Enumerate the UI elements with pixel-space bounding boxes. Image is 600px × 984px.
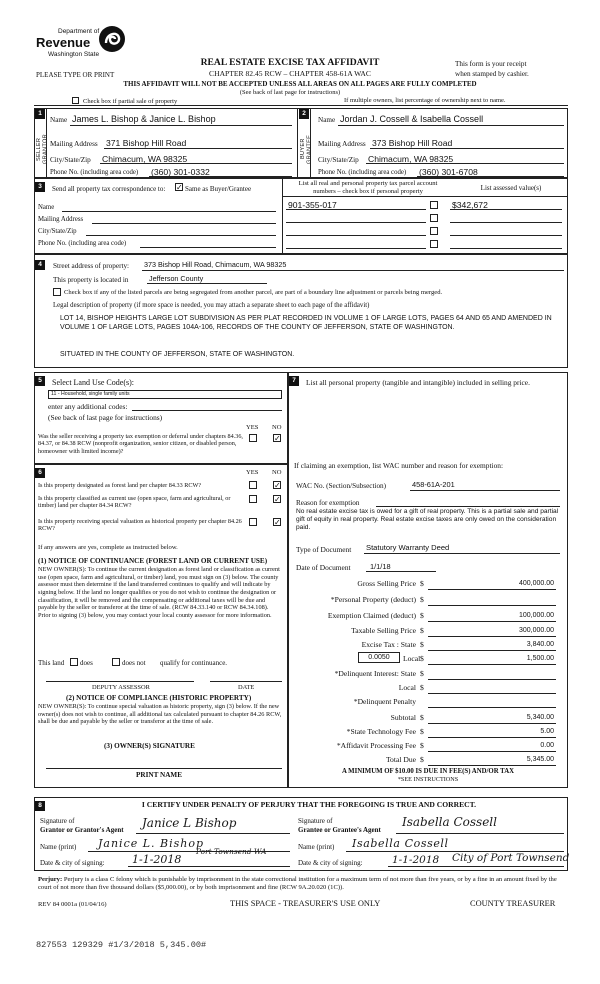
gross-currency: $ — [420, 579, 424, 588]
seller-name-label: Name — [50, 116, 68, 124]
buyer-name[interactable]: Jordan J. Cossell & Isabella Cossell — [340, 114, 484, 124]
receipt-note-2: when stamped by cashier. — [455, 70, 529, 78]
personal-property-checkbox-2[interactable] — [430, 214, 438, 222]
affidavit-fee-rule — [428, 751, 556, 752]
no-header-6: NO — [272, 469, 282, 476]
state-tax-value[interactable]: 3,840.00 — [526, 641, 554, 648]
exemption-claimed-label: Exemption Claimed (deduct) — [327, 611, 416, 620]
grantee-date-rule — [388, 866, 564, 867]
taxable-label: Taxable Selling Price — [351, 626, 416, 635]
total-due-value[interactable]: 5,345.00 — [526, 756, 554, 763]
additional-codes-label: enter any additional codes: — [48, 402, 128, 411]
forest-no-checkbox[interactable]: ✓ — [274, 481, 281, 490]
buyer-name-label: Name — [318, 116, 336, 124]
corr-header-rule — [282, 196, 568, 197]
partial-sale-checkbox[interactable] — [72, 97, 79, 104]
personal-property-label: List all personal property (tangible and intangible) included in selling price. — [306, 378, 530, 387]
grantee-date[interactable]: 1-1-2018 — [392, 854, 440, 866]
special-yes-checkbox[interactable] — [249, 518, 257, 526]
see-instructions-note: *SEE INSTRUCTIONS — [397, 776, 459, 783]
exemption-claim-label: If claiming an exemption, list WAC number and reason for exemption: — [294, 461, 504, 470]
buyer-city-rule — [366, 163, 564, 164]
tech-fee-value[interactable]: 5.00 — [540, 728, 554, 735]
local-rate: 0.0050 — [368, 654, 390, 661]
grantor-name-label: Name (print) — [40, 843, 77, 851]
print-name-label: PRINT NAME — [136, 771, 182, 779]
affidavit-fee-value[interactable]: 0.00 — [540, 742, 554, 749]
grantor-signature[interactable]: Janice L Bishop — [142, 816, 237, 830]
deputy-date-label: DATE — [238, 684, 255, 691]
legal-description-2[interactable]: SITUATED IN THE COUNTY OF JEFFERSON, STATE OF WASHINGTON. — [60, 351, 295, 358]
delinquent-penalty-label: *Delinquent Penalty — [353, 697, 416, 706]
corr-city-rule — [86, 235, 276, 236]
seller-city[interactable]: Chimacum, WA 98325 — [102, 154, 188, 164]
personal-property-checkbox-1[interactable] — [430, 201, 438, 209]
assessed-value[interactable]: $342,672 — [452, 200, 488, 210]
doc-date-label: Date of Document — [296, 563, 351, 572]
section-3-badge: 3 — [35, 182, 45, 192]
form-revision: REV 84 0001a (01/04/16) — [38, 901, 107, 908]
no-header-5: NO — [272, 424, 282, 431]
affidavit-fee-label: *Affidavit Processing Fee — [336, 741, 416, 750]
doc-date-rule — [366, 571, 436, 572]
forest-yes-checkbox[interactable] — [249, 481, 257, 489]
county-treasurer: COUNTY TREASURER — [470, 899, 556, 908]
seller-city-rule — [100, 163, 292, 164]
parcel-header-1: List all real and personal property tax parcel account — [298, 180, 438, 187]
yes-header-5: YES — [246, 424, 259, 431]
notice-continuance-title: (1) NOTICE OF CONTINUANCE (FOREST LAND OR CURRENT USE) — [38, 557, 268, 565]
section-5-badge: 5 — [35, 376, 45, 386]
perjury-label: Perjury: — [38, 876, 63, 883]
seller-name[interactable]: James L. Bishop & Janice L. Bishop — [72, 114, 216, 124]
local-label: Local — [403, 654, 421, 663]
personal-label: *Personal Property (deduct) — [330, 595, 416, 604]
form-see-back: (See back of last page for instructions) — [239, 89, 341, 96]
corr-name-label: Name — [38, 204, 55, 211]
value-rule-2 — [450, 222, 562, 223]
corr-name-rule — [62, 211, 276, 212]
local-rule — [428, 664, 556, 665]
grantor-sig-label-1: Signature of — [40, 817, 75, 825]
taxable-value[interactable]: 300,000.00 — [518, 627, 554, 634]
street-label: Street address of property: — [53, 262, 130, 270]
grantor-city[interactable]: Port Townsend WA — [196, 847, 267, 856]
buyer-mailing[interactable]: 373 Bishop Hill Road — [372, 138, 453, 148]
treasurer-space: THIS SPACE - TREASURER'S USE ONLY — [230, 899, 381, 908]
form-chapter: CHAPTER 82.45 RCW – CHAPTER 458-61A WAC — [209, 69, 371, 78]
open-space-question: Is this property classified as current use (open space, farm and agricultural, or timber) land per chapter 84.34 RCW? — [38, 495, 231, 510]
exempt-yes-checkbox[interactable] — [249, 434, 257, 442]
send-correspondence-label: Send all property tax correspondence to: — [52, 185, 166, 193]
cashier-stamp: 827553 129329 #1/3/2018 5,345.00# — [36, 940, 207, 950]
form-title: REAL ESTATE EXCISE TAX AFFIDAVIT — [200, 57, 380, 68]
deputy-assessor-label: DEPUTY ASSESSOR — [92, 684, 150, 691]
state-tax-currency: $ — [420, 640, 424, 649]
qualify-label: qualify for continuance. — [160, 659, 228, 667]
buyer-city[interactable]: Chimacum, WA 98325 — [368, 154, 454, 164]
seller-side-rule — [46, 108, 47, 178]
logo-state-text: Washington State — [48, 51, 100, 58]
exemption-reason[interactable]: No real estate excise tax is owed for a gift of real property. This is a partial sale and partial gift of equity in real property. Real estate excise taxes are only owed on the consideration paid. — [296, 508, 559, 532]
does-not-label: does not — [122, 659, 146, 667]
subtotal-label: Subtotal — [390, 713, 416, 722]
owner-signature-label: (3) OWNER(S) SIGNATURE — [104, 742, 195, 750]
partial-sale-label: Check box if partial sale of property — [83, 98, 178, 105]
subtotal-rule — [428, 723, 556, 724]
located-in-label: This property is located in — [53, 276, 129, 284]
tech-fee-currency: $ — [420, 727, 424, 736]
value-rule-4 — [450, 248, 562, 249]
affidavit-fee-currency: $ — [420, 741, 424, 750]
local2-rule — [428, 693, 556, 694]
corr-mailing-label: Mailing Address — [38, 216, 84, 223]
seller-phone[interactable]: (360) 301-0332 — [151, 167, 210, 177]
grantee-signature[interactable]: Isabella Cossell — [402, 815, 497, 829]
seller-mailing-label: Mailing Address — [50, 140, 98, 148]
grantee-city[interactable]: City of Port Townsend — [452, 852, 570, 864]
buyer-side-label: BUYER GRANTEE — [300, 134, 313, 164]
seller-name-rule — [70, 125, 292, 126]
doc-type[interactable]: Statutory Warranty Deed — [366, 543, 450, 552]
wac-label: WAC No. (Section/Subsection) — [296, 482, 387, 490]
grantee-sig-rule — [396, 833, 564, 834]
tech-fee-label: *State Technology Fee — [346, 727, 416, 736]
parcel-rule-3 — [286, 235, 426, 236]
grantor-sig-rule — [136, 833, 290, 834]
deputy-rule — [46, 681, 194, 682]
wac-rule — [410, 490, 560, 491]
same-as-buyer-checkbox[interactable]: ✓ — [176, 183, 183, 192]
form-notice: THIS AFFIDAVIT WILL NOT BE ACCEPTED UNLESS ALL AREAS ON ALL PAGES ARE FULLY COMPLETED — [123, 80, 477, 88]
value-rule-3 — [450, 235, 562, 236]
please-type-note: PLEASE TYPE OR PRINT — [36, 71, 115, 79]
seller-mailing-rule — [104, 148, 292, 149]
does-label: does — [80, 659, 93, 667]
street-address[interactable]: 373 Bishop Hill Road, Chimacum, WA 98325 — [144, 260, 287, 269]
forest-question: Is this property designated as forest land per chapter 84.33 RCW? — [38, 482, 202, 489]
buyer-name-rule — [338, 125, 564, 126]
parcel-rule-4 — [286, 248, 426, 249]
doc-type-rule — [364, 553, 560, 554]
segregated-checkbox[interactable] — [53, 288, 61, 296]
reason-rule — [376, 506, 560, 507]
receipt-note-1: This form is your receipt — [455, 60, 527, 68]
certify-statement: I CERTIFY UNDER PENALTY OF PERJURY THAT THE FOREGOING IS TRUE AND CORRECT. — [141, 800, 477, 809]
delinquent-penalty-rule — [428, 707, 556, 708]
gross-label: Gross Selling Price — [357, 579, 416, 588]
parcel-rule-2 — [286, 222, 426, 223]
logo-revenue-text: Revenue — [36, 35, 91, 50]
notice-continuance-text: NEW OWNER(S): To continue the current designation as forest land or classification as current use (open space, farm and agricultural, or timber) land, you must sign on (3) below. The county assessor must then determine if the land transferred continues to qualify and will indicate by signing below. If the land no longer qualifies or you do not wish to continue the designation or classification, it will be removed and the compensating or additional taxes will be due and payable by the seller or transferor at the time of sale. (RCW 84.33.140 or RCW 84.34.108). Prior to signing (3) below, you may contact your local county assessor for more information. — [38, 566, 280, 620]
buyer-phone[interactable]: (360) 301-6708 — [419, 167, 478, 177]
exemption-claimed-value[interactable]: 100,000.00 — [518, 612, 554, 619]
grantor-printed-name[interactable]: Janice L. Bishop — [98, 837, 205, 850]
dor-logo — [36, 22, 131, 66]
logo-dept-text: Department of — [58, 28, 100, 35]
seller-side-label: SELLER GRANTOR — [36, 134, 49, 164]
special-no-checkbox[interactable]: ✓ — [274, 518, 281, 527]
local2-currency: $ — [420, 683, 424, 692]
notice-compliance-text: NEW OWNER(S): To continue special valuation as historic property, sign (3) below. If the new owner(s) does not wish to continue, all additional tax calculated pursuant to chapter 84.26 RCW, shall be due and payable by the seller or transferor at the time of sale. — [38, 703, 282, 726]
street-rule — [142, 270, 564, 271]
special-valuation-question: Is this property receiving special valuation as historical property per chapter 84.26 RCW? — [38, 518, 242, 533]
land-use-code: 11 - Household, single family units — [51, 391, 130, 397]
grantor-date[interactable]: 1-1-2018 — [132, 853, 182, 866]
gross-rule — [428, 589, 556, 590]
corr-city-label: City/State/Zip — [38, 228, 77, 235]
taxable-rule — [428, 636, 556, 637]
additional-codes-rule — [132, 410, 282, 411]
delinquent-interest-currency: $ — [420, 669, 424, 678]
minimum-fee-note: A MINIMUM OF $10.00 IS DUE IN FEE(S) AND/OR TAX — [341, 768, 515, 775]
legal-description-1[interactable]: LOT 14, BISHOP HEIGHTS LARGE LOT SUBDIVISION AS PER PLAT RECORDED IN VOLUME 1 OF LARGE LOTS, PAGES 64 AND 65 AND AMENDED IN VOLUME 1 OF LARGE LOTS, PAGES 104A-106, RECORDS OF THE COUNTY OF JEFFERSON, STATE OF WASHINGTON. — [60, 315, 552, 332]
section-7-badge: 7 — [289, 376, 299, 386]
local-currency: $ — [420, 654, 424, 663]
subtotal-value[interactable]: 5,340.00 — [526, 714, 554, 721]
land-use-label: Select Land Use Code(s): — [52, 378, 134, 387]
state-tax-rule — [428, 650, 556, 651]
seller-phone-rule — [149, 176, 292, 177]
wac-number[interactable]: 458-61A-201 — [412, 480, 455, 489]
personal-rule — [428, 605, 556, 606]
grantee-sig-label-2: Grantee or Grantee's Agent — [298, 826, 381, 834]
doc-date[interactable]: 1/1/18 — [370, 562, 391, 571]
grantor-sig-label-2: Grantor or Grantor's Agent — [40, 826, 124, 834]
section-4-badge: 4 — [35, 260, 45, 270]
parcel-rule-1 — [286, 209, 426, 210]
value-rule-1 — [450, 209, 562, 210]
same-as-buyer-label: Same as Buyer/Grantee — [185, 185, 252, 193]
does-not-checkbox[interactable] — [112, 658, 120, 666]
value-header: List assessed value(s) — [480, 184, 542, 192]
delinquent-interest-label: *Delinquent Interest: State — [334, 669, 416, 678]
multiple-owners-note: If multiple owners, list percentage of ownership next to name. — [344, 97, 506, 104]
seller-city-label: City/State/Zip — [50, 156, 91, 164]
corr-mailing-rule — [92, 223, 276, 224]
section-6-badge: 6 — [35, 468, 45, 478]
parcel-number[interactable]: 901-355-017 — [288, 200, 337, 210]
grantee-sig-label-1: Signature of — [298, 817, 333, 825]
corr-phone-label: Phone No. (including area code) — [38, 240, 127, 247]
local2-label: Local — [398, 683, 416, 692]
buyer-mailing-label: Mailing Address — [318, 140, 366, 148]
open-yes-checkbox[interactable] — [249, 495, 257, 503]
section-8-badge: 8 — [35, 801, 45, 811]
reason-label: Reason for exemption — [296, 499, 360, 507]
grantor-date-rule — [128, 866, 290, 867]
section-1-badge: 1 — [35, 109, 45, 119]
personal-property-checkbox-3[interactable] — [430, 227, 438, 235]
state-tax-label: Excise Tax : State — [361, 640, 416, 649]
legal-description-label: Legal description of property (if more space is needed, you may attach a separate sheet to each page of the affidavit) — [53, 302, 370, 309]
exempt-no-checkbox[interactable]: ✓ — [274, 434, 281, 443]
open-no-checkbox[interactable]: ✓ — [274, 495, 281, 504]
doc-type-label: Type of Document — [296, 545, 352, 554]
buyer-mailing-rule — [370, 148, 564, 149]
exemption-rule — [428, 621, 556, 622]
perjury-notice — [38, 876, 568, 892]
yes-header-6: YES — [246, 469, 259, 476]
buyer-side-rule — [310, 108, 311, 178]
parcel-header-2: numbers – check box if personal property — [313, 188, 423, 195]
personal-property-checkbox-4[interactable] — [430, 240, 438, 248]
seller-mailing[interactable]: 371 Bishop Hill Road — [106, 138, 187, 148]
grantee-printed-name[interactable]: Isabella Cossell — [352, 837, 449, 850]
local-value[interactable]: 1,500.00 — [526, 655, 554, 662]
exemption-question: Was the seller receiving a property tax exemption or deferral under chapters 84.36, 84.37, or 84.38 RCW (nonprofit organization, senior citizen, or disabled person, homeowner with limited income)? — [38, 433, 243, 455]
segregated-label: Check box if any of the listed parcels are being segregated from another parcel, are part of a boundary line adjustment or parcels being merged. — [64, 289, 443, 296]
logo-swirl-icon — [98, 25, 126, 53]
grantor-date-label: Date & city of signing: — [40, 859, 105, 867]
section-6-box — [34, 464, 288, 788]
grantee-name-label: Name (print) — [298, 843, 335, 851]
grantee-date-label: Date & city of signing: — [298, 859, 363, 867]
land-use-see-back: (See back of last page for instructions) — [48, 413, 163, 422]
personal-currency: $ — [420, 595, 424, 604]
located-in-county[interactable]: Jefferson County — [149, 274, 204, 283]
total-due-label: Total Due — [385, 755, 416, 764]
mid-divider — [297, 108, 298, 178]
buyer-city-label: City/State/Zip — [318, 156, 359, 164]
subtotal-currency: $ — [420, 713, 424, 722]
notice-compliance-title: (2) NOTICE OF COMPLIANCE (HISTORIC PROPERTY) — [66, 694, 252, 702]
taxable-currency: $ — [420, 626, 424, 635]
this-land-label: This land — [38, 659, 65, 667]
total-due-currency: $ — [420, 755, 424, 764]
does-checkbox[interactable] — [70, 658, 78, 666]
owner-signature-rule — [46, 768, 282, 769]
deputy-date-rule — [210, 681, 282, 682]
county-rule — [147, 283, 267, 284]
exemption-currency: $ — [420, 611, 424, 620]
buyer-phone-rule — [417, 176, 564, 177]
perjury-text: Perjury is a class C felony which is punishable by imprisonment in the state correctional institution for a maximum term of not more than five years, or by a fine in an amount fixed by the court of not more than five thousand dollars ($5,000.00), or by both imprisonment and fine (RCW 9A.20.020 (1C)). — [38, 876, 557, 892]
total-due-rule — [428, 765, 556, 766]
buyer-phone-label: Phone No. (including area code) — [318, 169, 407, 176]
delinquent-interest-rule — [428, 679, 556, 680]
seller-phone-label: Phone No. (including area code) — [50, 169, 139, 176]
tech-fee-rule — [428, 737, 556, 738]
if-yes-note: If any answers are yes, complete as instructed below. — [38, 544, 178, 551]
section-2-badge: 2 — [299, 109, 309, 119]
corr-phone-rule — [140, 247, 276, 248]
gross-value[interactable]: 400,000.00 — [518, 580, 554, 587]
